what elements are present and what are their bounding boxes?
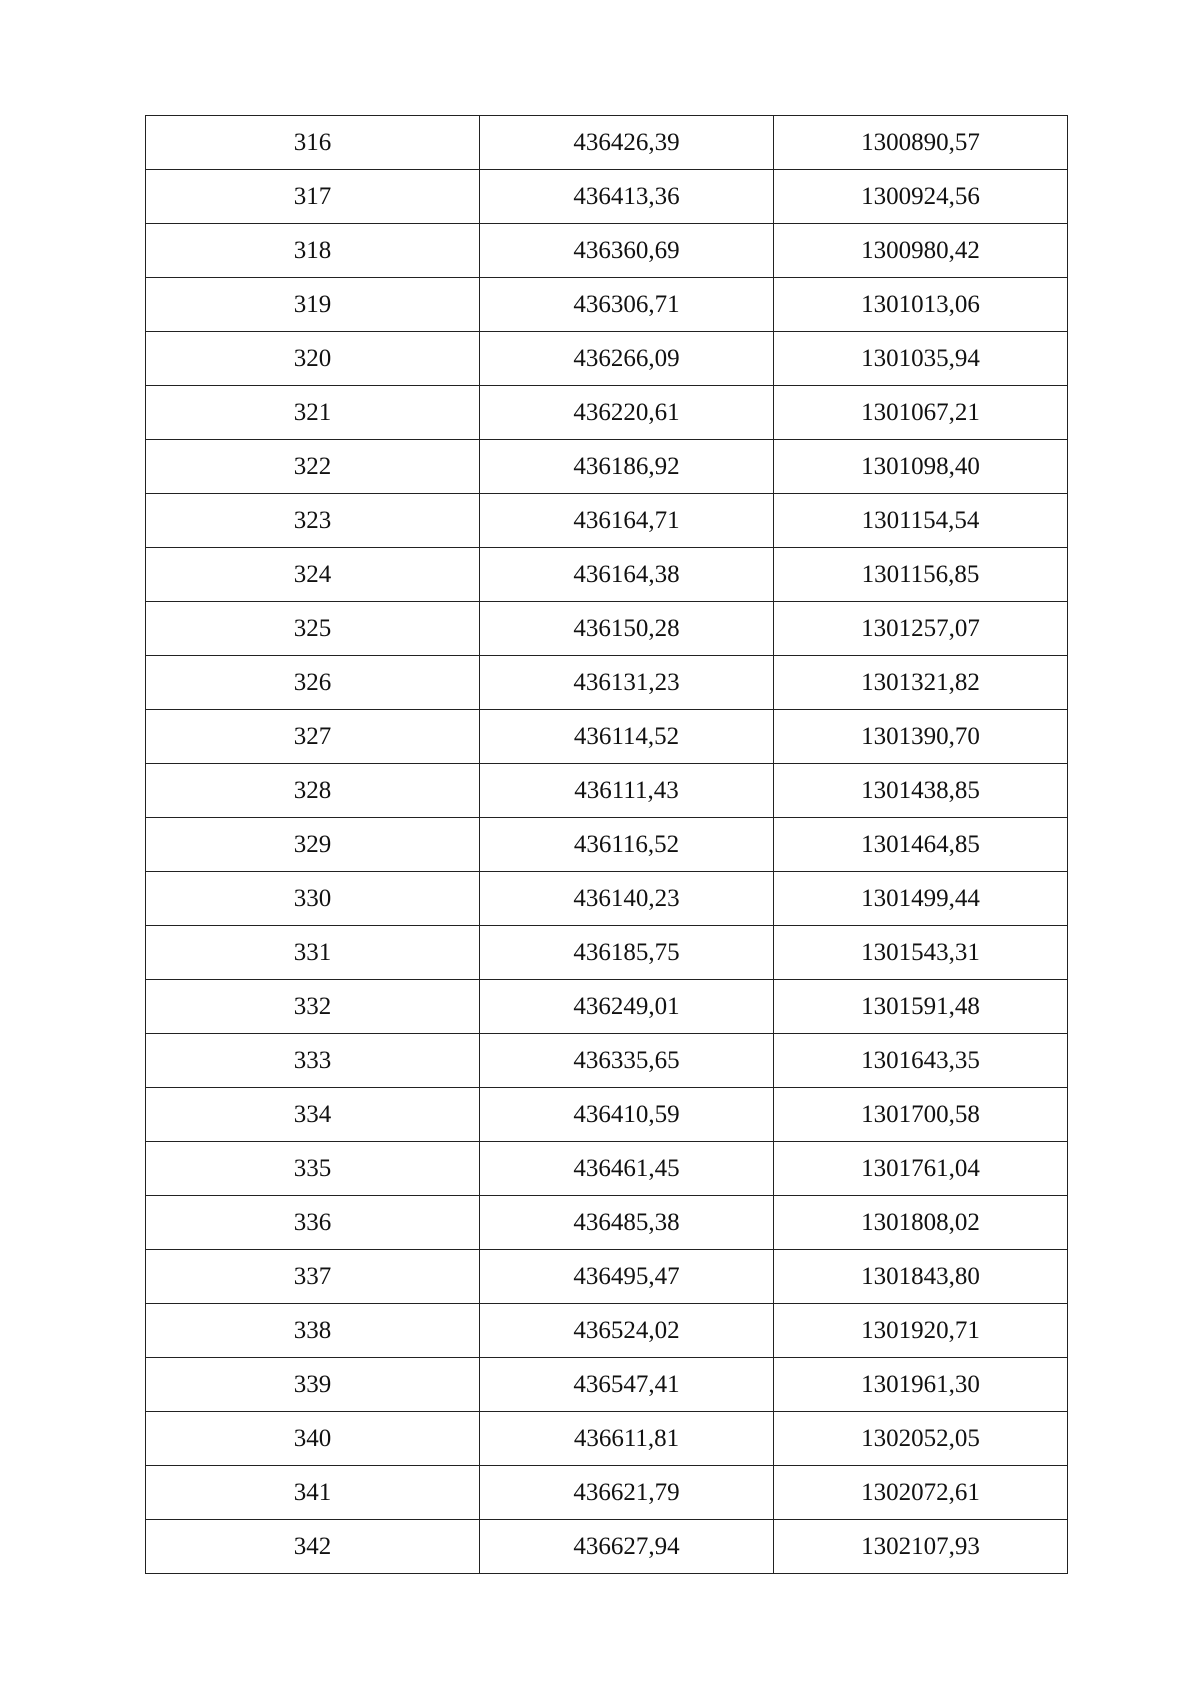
table-row [146,1196,1068,1250]
y-coordinate-cell: 1301543,31 [774,926,1068,980]
x-coordinate-cell: 436266,09 [480,332,774,386]
table-row [146,872,1068,926]
y-coordinate-cell: 1301499,44 [774,872,1068,926]
point-number-cell: 341 [146,1466,480,1520]
point-number-cell: 320 [146,332,480,386]
point-number-cell: 342 [146,1520,480,1574]
point-number-cell: 324 [146,548,480,602]
point-number-cell: 334 [146,1088,480,1142]
x-coordinate-cell: 436111,43 [480,764,774,818]
y-coordinate-cell: 1301761,04 [774,1142,1068,1196]
y-coordinate-cell: 1301098,40 [774,440,1068,494]
point-number-cell: 319 [146,278,480,332]
table-row [146,926,1068,980]
table-row [146,656,1068,710]
table-row [146,1358,1068,1412]
y-coordinate-cell: 1301035,94 [774,332,1068,386]
x-coordinate-cell: 436524,02 [480,1304,774,1358]
y-coordinate-cell: 1301013,06 [774,278,1068,332]
y-coordinate-cell: 1301321,82 [774,656,1068,710]
point-number-cell: 329 [146,818,480,872]
x-coordinate-cell: 436461,45 [480,1142,774,1196]
y-coordinate-cell: 1301961,30 [774,1358,1068,1412]
point-number-cell: 323 [146,494,480,548]
coordinates-table [145,115,1068,1574]
x-coordinate-cell: 436621,79 [480,1466,774,1520]
point-number-cell: 317 [146,170,480,224]
x-coordinate-cell: 436547,41 [480,1358,774,1412]
point-number-cell: 328 [146,764,480,818]
x-coordinate-cell: 436306,71 [480,278,774,332]
point-number-cell: 330 [146,872,480,926]
point-number-cell: 333 [146,1034,480,1088]
x-coordinate-cell: 436186,92 [480,440,774,494]
table-row [146,116,1068,170]
table-row [146,1088,1068,1142]
table-row [146,1520,1068,1574]
point-number-cell: 318 [146,224,480,278]
point-number-cell: 338 [146,1304,480,1358]
y-coordinate-cell: 1301843,80 [774,1250,1068,1304]
x-coordinate-cell: 436185,75 [480,926,774,980]
x-coordinate-cell: 436627,94 [480,1520,774,1574]
x-coordinate-cell: 436116,52 [480,818,774,872]
table-row [146,1034,1068,1088]
table-row [146,170,1068,224]
table-row [146,764,1068,818]
y-coordinate-cell: 1301920,71 [774,1304,1068,1358]
point-number-cell: 325 [146,602,480,656]
x-coordinate-cell: 436611,81 [480,1412,774,1466]
point-number-cell: 321 [146,386,480,440]
point-number-cell: 327 [146,710,480,764]
x-coordinate-cell: 436164,38 [480,548,774,602]
y-coordinate-cell: 1301067,21 [774,386,1068,440]
y-coordinate-cell: 1301808,02 [774,1196,1068,1250]
x-coordinate-cell: 436140,23 [480,872,774,926]
point-number-cell: 332 [146,980,480,1034]
point-number-cell: 326 [146,656,480,710]
table-row [146,278,1068,332]
point-number-cell: 322 [146,440,480,494]
y-coordinate-cell: 1300890,57 [774,116,1068,170]
x-coordinate-cell: 436220,61 [480,386,774,440]
table-row [146,1304,1068,1358]
table-row [146,494,1068,548]
x-coordinate-cell: 436164,71 [480,494,774,548]
y-coordinate-cell: 1301438,85 [774,764,1068,818]
y-coordinate-cell: 1301257,07 [774,602,1068,656]
table-row [146,1466,1068,1520]
x-coordinate-cell: 436131,23 [480,656,774,710]
table-row [146,548,1068,602]
point-number-cell: 337 [146,1250,480,1304]
table-row [146,1250,1068,1304]
y-coordinate-cell: 1300980,42 [774,224,1068,278]
point-number-cell: 316 [146,116,480,170]
point-number-cell: 335 [146,1142,480,1196]
point-number-cell: 336 [146,1196,480,1250]
point-number-cell: 339 [146,1358,480,1412]
x-coordinate-cell: 436114,52 [480,710,774,764]
table-row [146,710,1068,764]
x-coordinate-cell: 436335,65 [480,1034,774,1088]
table-row [146,332,1068,386]
table-row [146,980,1068,1034]
y-coordinate-cell: 1301700,58 [774,1088,1068,1142]
coordinates-table-body [146,116,1068,1574]
table-row [146,386,1068,440]
x-coordinate-cell: 436413,36 [480,170,774,224]
y-coordinate-cell: 1301154,54 [774,494,1068,548]
y-coordinate-cell: 1302072,61 [774,1466,1068,1520]
point-number-cell: 331 [146,926,480,980]
x-coordinate-cell: 436410,59 [480,1088,774,1142]
y-coordinate-cell: 1300924,56 [774,170,1068,224]
table-row [146,224,1068,278]
y-coordinate-cell: 1301390,70 [774,710,1068,764]
table-row [146,440,1068,494]
table-row [146,1412,1068,1466]
x-coordinate-cell: 436249,01 [480,980,774,1034]
y-coordinate-cell: 1302052,05 [774,1412,1068,1466]
y-coordinate-cell: 1302107,93 [774,1520,1068,1574]
x-coordinate-cell: 436495,47 [480,1250,774,1304]
table-row [146,818,1068,872]
y-coordinate-cell: 1301156,85 [774,548,1068,602]
table-row [146,1142,1068,1196]
x-coordinate-cell: 436150,28 [480,602,774,656]
x-coordinate-cell: 436360,69 [480,224,774,278]
y-coordinate-cell: 1301464,85 [774,818,1068,872]
y-coordinate-cell: 1301591,48 [774,980,1068,1034]
x-coordinate-cell: 436426,39 [480,116,774,170]
y-coordinate-cell: 1301643,35 [774,1034,1068,1088]
point-number-cell: 340 [146,1412,480,1466]
x-coordinate-cell: 436485,38 [480,1196,774,1250]
table-row [146,602,1068,656]
